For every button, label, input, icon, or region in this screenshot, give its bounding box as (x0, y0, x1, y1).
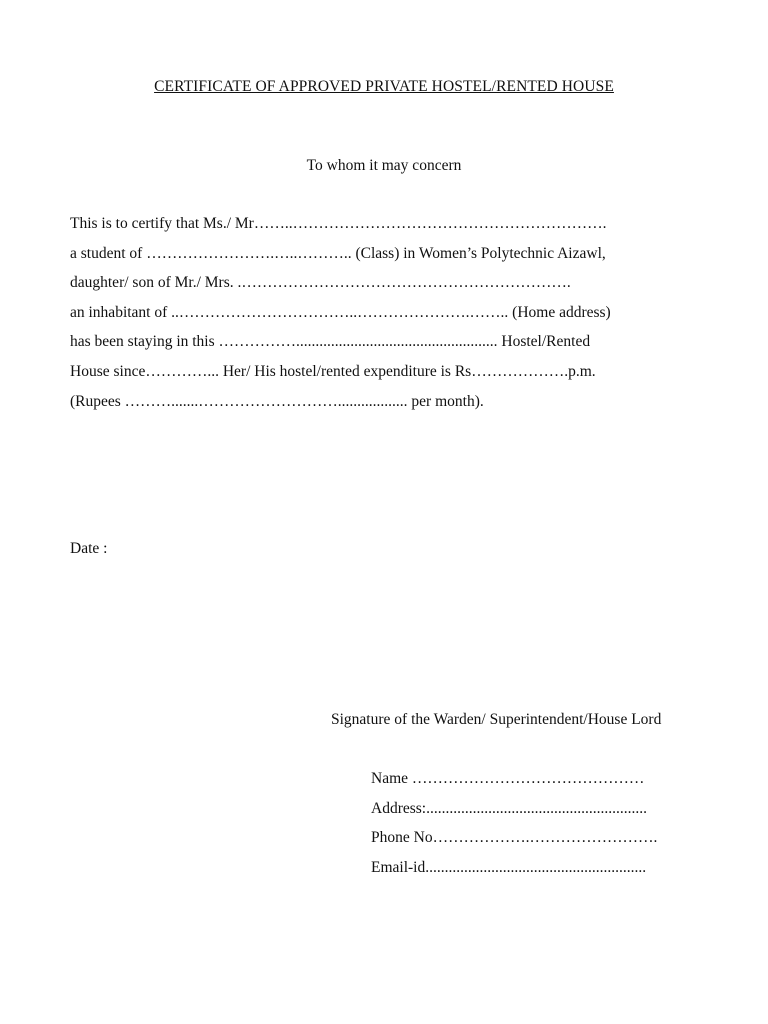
body-line-parent: daughter/ son of Mr./ Mrs. .………………………………………………………. (70, 274, 571, 292)
certificate-title: CERTIFICATE OF APPROVED PRIVATE HOSTEL/RENTED HOUSE (154, 78, 614, 95)
body-line-class: a student of …………………….…..……….. (Class) in Women’s Polytechnic Aizawl, (70, 244, 606, 262)
body-line-home-address: an inhabitant of ..……………………………..………………….…….. (Home address) (70, 303, 611, 321)
body-line-hostel: has been staying in this …………….................................................... Hostel/Rented (70, 333, 591, 351)
signature-email-field: Email-id......................................................... (371, 858, 647, 876)
signature-title: Signature of the Warden/ Superintendent/House Lord (331, 711, 662, 728)
body-line-expenditure: House since…………... Her/ His hostel/rented expenditure is Rs……………….p.m. (70, 362, 596, 380)
signature-address-field: Address:......................................................... (371, 799, 647, 817)
signature-phone-field: Phone No……………….……………………. (371, 829, 658, 846)
salutation: To whom it may concern (306, 157, 462, 174)
date-label: Date : (70, 540, 108, 557)
certificate-body (70, 214, 690, 421)
body-line-rupees: (Rupees ……….......……………………….................. per month). (70, 392, 484, 410)
body-line-name: This is to certify that Ms./ Mr……..……………………………………………………. (70, 215, 607, 232)
signature-name-field: Name ……………………………………… (371, 770, 645, 787)
signature-fields (371, 769, 657, 887)
